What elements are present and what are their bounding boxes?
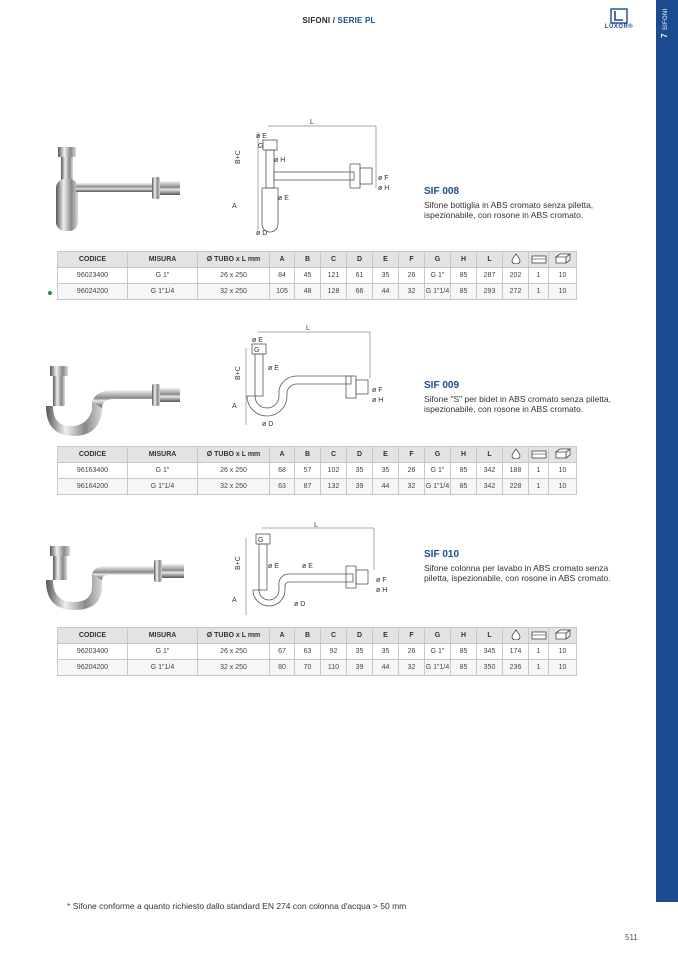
cell-c: 121 (321, 268, 347, 284)
cell-h: 85 (451, 463, 477, 479)
carton-icon (549, 628, 577, 644)
label-bc: B+C (235, 150, 242, 164)
cell-l: 287 (477, 268, 503, 284)
cell-drop: 228 (503, 479, 529, 495)
cell-c: 102 (321, 463, 347, 479)
col-tubo: Ø TUBO x L mm (198, 628, 270, 644)
cell-tubo: 32 x 250 (198, 660, 270, 676)
cell-box: 1 (529, 660, 549, 676)
cell-g: G 1" (425, 644, 451, 660)
cell-e: 44 (373, 284, 399, 300)
label-e2: ø E (278, 195, 289, 202)
product-photo (44, 360, 204, 440)
cell-e: 44 (373, 479, 399, 495)
cell-l: 345 (477, 644, 503, 660)
cell-g: G 1" (425, 463, 451, 479)
cell-a: 84 (270, 268, 295, 284)
col-h: H (451, 628, 477, 644)
cell-carton: 10 (549, 479, 577, 495)
col-e: E (373, 252, 399, 268)
col-b: B (295, 628, 321, 644)
label-d: ø D (256, 230, 268, 237)
cell-drop: 272 (503, 284, 529, 300)
cell-tubo: 26 x 250 (198, 463, 270, 479)
label-l: L (310, 119, 314, 126)
col-f: F (399, 252, 425, 268)
product-photo (44, 540, 209, 610)
label-e2: ø E (302, 563, 313, 570)
cell-f: 32 (399, 479, 425, 495)
col-l: L (477, 447, 503, 463)
cell-codice: 96204200 (58, 660, 128, 676)
spec-table (57, 446, 577, 495)
product-info (424, 186, 624, 220)
cell-a: 68 (270, 463, 295, 479)
cell-tubo: 26 x 250 (198, 268, 270, 284)
product-description: Sifone colonna per lavabo in ABS cromato senza piletta, ispezionabile, con rosone in ABS cromato. (424, 563, 611, 583)
footnote-text: Sifone conforme a quanto richiesto dallo standard EN 274 con colonna d'acqua > 50 mm (72, 901, 407, 911)
logo-registered: ® (628, 24, 634, 30)
cell-codice: 96024200 (58, 284, 128, 300)
cell-a: 105 (270, 284, 295, 300)
label-h: ø H (376, 587, 388, 594)
cell-misura: G 1"1/4 (128, 660, 198, 676)
label-f: ø F (378, 175, 389, 182)
cell-drop: 188 (503, 463, 529, 479)
carton-icon (549, 252, 577, 268)
table-row (58, 268, 577, 284)
cell-d: 39 (347, 479, 373, 495)
cell-l: 293 (477, 284, 503, 300)
col-misura: MISURA (128, 252, 198, 268)
cell-tubo: 26 x 250 (198, 644, 270, 660)
cell-codice: 96203400 (58, 644, 128, 660)
col-codice: CODICE (58, 252, 128, 268)
footnote-star: * (67, 901, 71, 911)
cell-h: 85 (451, 479, 477, 495)
cell-tubo: 32 x 250 (198, 284, 270, 300)
cell-e: 44 (373, 660, 399, 676)
label-a: A (232, 203, 237, 210)
carton-icon (549, 447, 577, 463)
col-c: C (321, 252, 347, 268)
cell-f: 26 (399, 268, 425, 284)
cell-b: 87 (295, 479, 321, 495)
col-a: A (270, 252, 295, 268)
section-side-tab (656, 0, 678, 902)
cell-d: 66 (347, 284, 373, 300)
cell-h: 85 (451, 284, 477, 300)
cell-carton: 10 (549, 463, 577, 479)
cell-carton: 10 (549, 284, 577, 300)
cell-drop: 174 (503, 644, 529, 660)
label-g: G (258, 143, 264, 150)
col-e: E (373, 447, 399, 463)
table-row (58, 660, 577, 676)
col-h: H (451, 447, 477, 463)
label-e2: ø E (268, 365, 279, 372)
cell-drop: 202 (503, 268, 529, 284)
cell-codice: 96023400 (58, 268, 128, 284)
cell-g: G 1" (425, 268, 451, 284)
col-c: C (321, 628, 347, 644)
col-d: D (347, 628, 373, 644)
cell-l: 342 (477, 479, 503, 495)
header-category: SIFONI (302, 16, 331, 25)
spec-table (57, 251, 577, 300)
cell-a: 80 (270, 660, 295, 676)
product-title: SIF 009 (424, 380, 460, 391)
label-d: ø D (262, 421, 274, 428)
product-description: Sifone bottiglia in ABS cromato senza piletta, ispezionabile, con rosone in ABS cromato. (424, 200, 594, 220)
table-header-row (58, 252, 577, 268)
table-row (58, 644, 577, 660)
cell-c: 92 (321, 644, 347, 660)
cell-c: 110 (321, 660, 347, 676)
cell-f: 26 (399, 463, 425, 479)
col-c: C (321, 447, 347, 463)
cell-b: 57 (295, 463, 321, 479)
cell-l: 350 (477, 660, 503, 676)
label-e: ø E (268, 563, 279, 570)
col-l: L (477, 252, 503, 268)
cell-box: 1 (529, 644, 549, 660)
page-header (0, 16, 678, 25)
technical-drawing (228, 320, 398, 430)
col-misura: MISURA (128, 628, 198, 644)
cell-a: 63 (270, 479, 295, 495)
product-info (424, 549, 624, 583)
label-f: ø F (376, 577, 387, 584)
cell-e: 35 (373, 268, 399, 284)
cell-h: 85 (451, 660, 477, 676)
col-b: B (295, 447, 321, 463)
row-marker-dot (48, 291, 52, 295)
product-description: Sifone "S" per bidet in ABS cromato senza piletta, ispezionabile, con rosone in ABS cromato. (424, 394, 611, 414)
label-f: ø F (372, 387, 383, 394)
cell-carton: 10 (549, 644, 577, 660)
section-label: SIFONI (663, 8, 669, 31)
cell-h: 85 (451, 644, 477, 660)
col-d: D (347, 252, 373, 268)
section-number: 7 (660, 33, 669, 38)
product-photo (44, 143, 204, 238)
col-a: A (270, 447, 295, 463)
cell-f: 32 (399, 660, 425, 676)
box-icon (529, 447, 549, 463)
cell-d: 35 (347, 644, 373, 660)
label-h: ø H (274, 157, 286, 164)
cell-misura: G 1" (128, 268, 198, 284)
footnote (67, 901, 406, 911)
table-row (58, 463, 577, 479)
drop-icon (503, 628, 529, 644)
cell-e: 35 (373, 644, 399, 660)
box-icon (529, 628, 549, 644)
cell-d: 61 (347, 268, 373, 284)
col-b: B (295, 252, 321, 268)
col-a: A (270, 628, 295, 644)
cell-h: 85 (451, 268, 477, 284)
label-l: L (306, 325, 310, 332)
cell-b: 48 (295, 284, 321, 300)
cell-d: 35 (347, 463, 373, 479)
cell-b: 70 (295, 660, 321, 676)
cell-b: 63 (295, 644, 321, 660)
table-header-row (58, 447, 577, 463)
cell-c: 128 (321, 284, 347, 300)
cell-e: 35 (373, 463, 399, 479)
cell-misura: G 1" (128, 644, 198, 660)
label-h: ø H (372, 397, 384, 404)
logo-text: LUXOR (604, 24, 629, 30)
cell-box: 1 (529, 463, 549, 479)
label-l: L (314, 522, 318, 529)
table-row (58, 479, 577, 495)
cell-codice: 96164200 (58, 479, 128, 495)
col-codice: CODICE (58, 628, 128, 644)
label-a: A (232, 403, 237, 410)
cell-box: 1 (529, 284, 549, 300)
label-bc: B+C (235, 366, 242, 380)
product-info (424, 380, 624, 414)
cell-misura: G 1"1/4 (128, 284, 198, 300)
cell-a: 67 (270, 644, 295, 660)
label-g: G (258, 537, 264, 544)
col-codice: CODICE (58, 447, 128, 463)
product-title: SIF 010 (424, 549, 460, 560)
drop-icon (503, 447, 529, 463)
header-separator: / (330, 16, 338, 25)
cell-misura: G 1" (128, 463, 198, 479)
col-h: H (451, 252, 477, 268)
cell-tubo: 32 x 250 (198, 479, 270, 495)
luxor-logo (602, 8, 636, 30)
technical-drawing (228, 118, 398, 238)
cell-f: 32 (399, 284, 425, 300)
label-d: ø D (294, 601, 306, 608)
col-g: G (425, 447, 451, 463)
cell-misura: G 1"1/4 (128, 479, 198, 495)
col-f: F (399, 447, 425, 463)
cell-f: 26 (399, 644, 425, 660)
cell-g: G 1"1/4 (425, 479, 451, 495)
luxor-logo-icon (610, 8, 628, 24)
page-number: 511 (625, 933, 638, 942)
drop-icon (503, 252, 529, 268)
cell-drop: 236 (503, 660, 529, 676)
cell-box: 1 (529, 268, 549, 284)
col-misura: MISURA (128, 447, 198, 463)
col-g: G (425, 628, 451, 644)
col-tubo: Ø TUBO x L mm (198, 447, 270, 463)
col-e: E (373, 628, 399, 644)
table-row (58, 284, 577, 300)
technical-drawing (228, 520, 398, 620)
label-e: ø E (252, 337, 263, 344)
label-h2: ø H (378, 185, 390, 192)
cell-d: 39 (347, 660, 373, 676)
product-title: SIF 008 (424, 186, 460, 197)
label-a: A (232, 597, 237, 604)
cell-box: 1 (529, 479, 549, 495)
box-icon (529, 252, 549, 268)
cell-c: 132 (321, 479, 347, 495)
cell-b: 45 (295, 268, 321, 284)
label-e: ø E (256, 133, 267, 140)
cell-carton: 10 (549, 660, 577, 676)
spec-table (57, 627, 577, 676)
table-header-row (58, 628, 577, 644)
col-g: G (425, 252, 451, 268)
col-f: F (399, 628, 425, 644)
col-d: D (347, 447, 373, 463)
cell-g: G 1"1/4 (425, 284, 451, 300)
label-bc: B+C (235, 556, 242, 570)
header-series: SERIE PL (337, 16, 376, 25)
cell-g: G 1"1/4 (425, 660, 451, 676)
cell-codice: 96163400 (58, 463, 128, 479)
col-l: L (477, 628, 503, 644)
cell-carton: 10 (549, 268, 577, 284)
col-tubo: Ø TUBO x L mm (198, 252, 270, 268)
cell-l: 342 (477, 463, 503, 479)
label-g: G (254, 347, 260, 354)
